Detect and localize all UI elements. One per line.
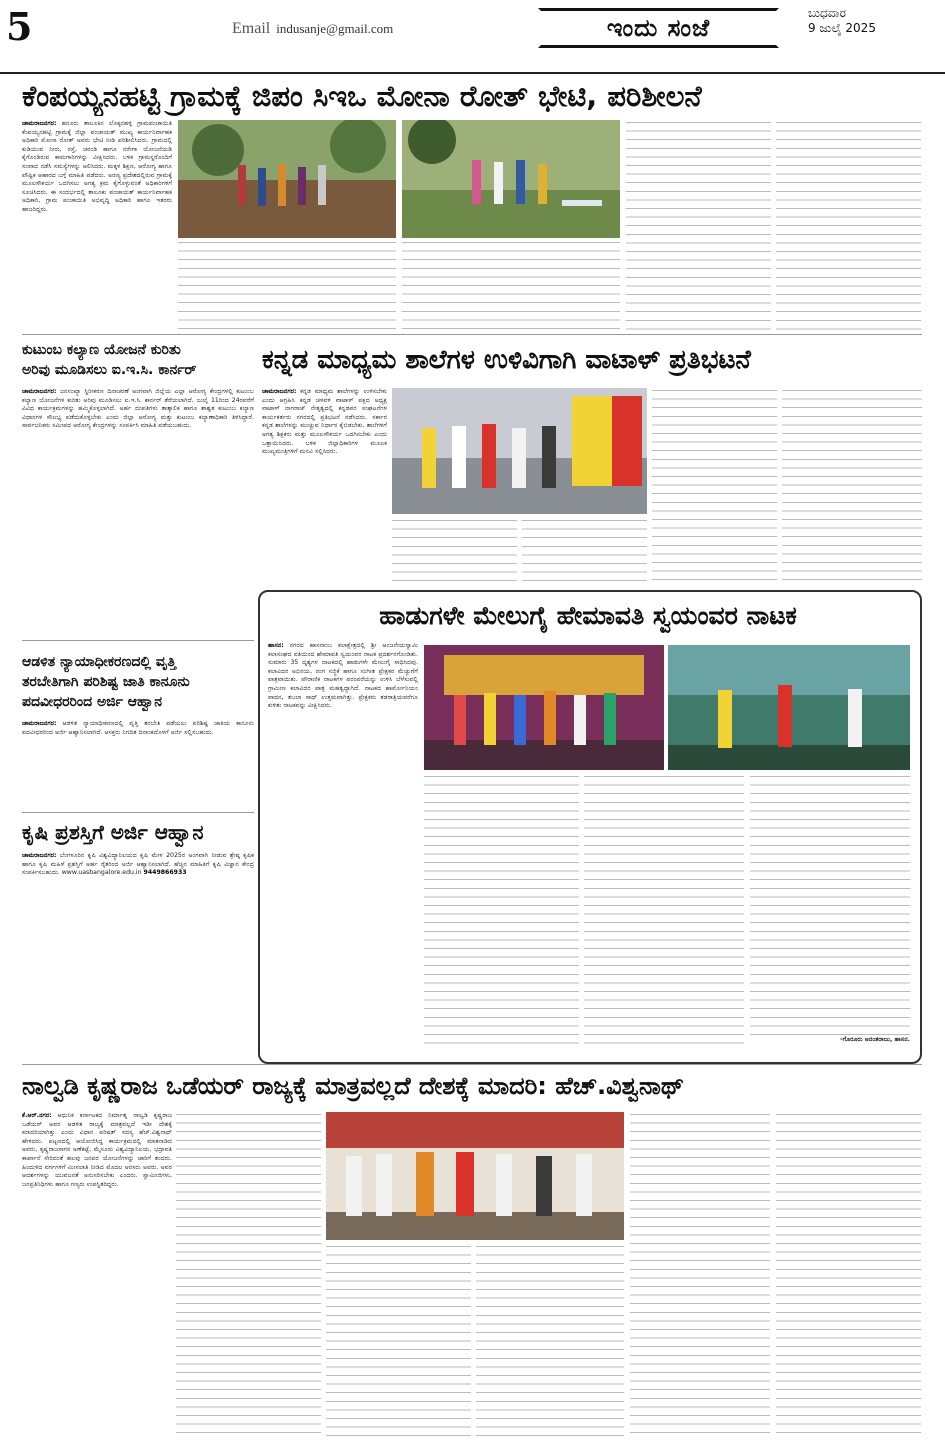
story3-column-4 — [652, 388, 777, 584]
story6-column-4-text — [750, 774, 910, 1036]
story1-column-2 — [178, 240, 396, 330]
story6-dateline: ಹಾಸನ: — [268, 642, 284, 649]
story1-headline: ಕೆಂಪಯ್ಯನಹಟ್ಟಿ ಗ್ರಾಮಕ್ಕೆ ಜಿಪಂ ಸಿಇಒ ಮೋನಾ ರೋತ್ ಭೇಟಿ, ಪರಿಶೀಲನೆ — [22, 79, 702, 113]
story4-dateline: ಚಾಮರಾಜನಗರ: — [22, 720, 57, 727]
story2-body: ಜನಸಂಖ್ಯಾ ಸ್ಥಿರೀಕರಣ ದಿನಾಚರಣೆ ಅಂಗವಾಗಿ ಜಿಲ್ಲೆಯ ಎಲ್ಲಾ ಆರೋಗ್ಯ ಕೇಂದ್ರಗಳಲ್ಲಿ ಕುಟುಂಬ ಕಲ್ಯಾಣ ಯೋಜನೆಗಳ ಕುರಿತು ಅರಿವು ಮೂಡಿಸಲು ಐ.ಇ.ಸಿ. ಕಾರ್ನರ್ ತೆರೆಯಲಾಗಿದೆ. ಜುಲೈ 11ರಿಂದ 24ರವರೆಗೆ ವಿವಿಧ ಕಾರ್ಯಕ್ರಮಗಳನ್ನು ಹಮ್ಮಿಕೊಳ್ಳಲಾಗಿದೆ. ಅರ್ಹ ದಂಪತಿಗಳು ತಾತ್ಕಾಲಿಕ ಹಾಗೂ ಶಾಶ್ವತ ಕುಟುಂಬ ಕಲ್ಯಾಣ ವಿಧಾನಗಳ ಸೌಲಭ್ಯ ಪಡೆದುಕೊಳ್ಳಬೇಕು ಎಂದು ಜಿಲ್ಲಾ ಆರೋಗ್ಯ ಮತ್ತು ಕುಟುಂಬ ಕಲ್ಯಾಣಾಧಿಕಾರಿ ತಿಳಿಸಿದ್ದಾರೆ. ಸಾರ್ವಜನಿಕರು ಸಮೀಪದ ಆರೋಗ್ಯ ಕೇಂದ್ರಗಳನ್ನು ಸಂಪರ್ಕಿಸಿ ಮಾಹಿತಿ ಪಡೆಯಬಹುದು. — [22, 388, 254, 430]
story7-column-3 — [326, 1244, 471, 1438]
story6-photo-1 — [424, 645, 664, 770]
story1-column-3 — [402, 240, 620, 330]
story7-column-4 — [476, 1244, 624, 1438]
section-divider — [22, 812, 254, 813]
story6-column-1 — [268, 642, 418, 1050]
story1-photo-2 — [402, 120, 620, 238]
story6-column-4 — [750, 774, 910, 1050]
story2-headline-line1: ಕುಟುಂಬ ಕಲ್ಯಾಣ ಯೋಜನೆ ಕುರಿತು — [22, 342, 181, 358]
story1-body: ಹನೂರು ತಾಲೂಕಿನ ಲೊಕ್ಕನಹಳ್ಳಿ ಗ್ರಾಮಪಂಚಾಯಿತಿ ಕೆಂಪಯ್ಯನಹಟ್ಟಿ ಗ್ರಾಮಕ್ಕೆ ಜಿಲ್ಲಾ ಪಂಚಾಯತ್ ಮುಖ್ಯ ಕಾರ್ಯನಿರ್ವಾಹಕ ಅಧಿಕಾರಿ ಮೋನಾ ರೋತ್ ಅವರು ಭೇಟಿ ನೀಡಿ ಪರಿಶೀಲಿಸಿದರು. ಗ್ರಾಮದಲ್ಲಿ ಕುಡಿಯುವ ನೀರು, ರಸ್ತೆ, ಚರಂಡಿ ಹಾಗೂ ನರೇಗಾ ಯೋಜನೆಯಡಿ ಕೈಗೊಂಡಿರುವ ಕಾಮಗಾರಿಗಳನ್ನು ವೀಕ್ಷಿಸಿದರು. ಬಳಿಕ ಗ್ರಾಮಸ್ಥರೊಂದಿಗೆ ಸಂವಾದ ನಡೆಸಿ ಸಮಸ್ಯೆಗಳನ್ನು ಆಲಿಸಿದರು. ಮಕ್ಕಳ ಶಿಕ್ಷಣ, ಆರೋಗ್ಯ ಹಾಗೂ ಪೌಷ್ಟಿಕ ಆಹಾರದ ಬಗ್ಗೆ ಮಾಹಿತಿ ಪಡೆದರು. ಅರಣ್ಯ ಪ್ರದೇಶದಲ್ಲಿರುವ ಗ್ರಾಮಕ್ಕೆ ಮೂಲಸೌಕರ್ಯ ಒದಗಿಸಲು ಅಗತ್ಯ ಕ್ರಮ ಕೈಗೊಳ್ಳುವಂತೆ ಅಧಿಕಾರಿಗಳಿಗೆ ಸೂಚಿಸಿದರು. ಈ ಸಂದರ್ಭದಲ್ಲಿ ತಾಲೂಕು ಪಂಚಾಯತ್ ಕಾರ್ಯನಿರ್ವಾಹಕ ಅಧಿಕಾರಿ, ಗ್ರಾಮ ಪಂಚಾಯಿತಿ ಅಭಿವೃದ್ಧಿ ಅಧಿಕಾರಿ ಹಾಗೂ ಇತರರು ಹಾಜರಿದ್ದರು. — [22, 120, 172, 213]
story4-body-column — [22, 720, 254, 810]
story6-byline: -ಗೊರೂರು ಅನಂತರಾಜು, ಹಾಸನ. — [840, 1036, 910, 1043]
story1-dateline: ಚಾಮರಾಜನಗರ: — [22, 120, 57, 127]
story2-body-column — [22, 388, 254, 636]
drama-stage-photo — [424, 645, 664, 770]
newspaper-logo — [538, 8, 779, 48]
story6-photo-2 — [668, 645, 910, 770]
email-label: Email — [232, 20, 271, 37]
story1-column-1 — [22, 120, 172, 330]
story5-dateline: ಚಾಮರಾಜನಗರ: — [22, 852, 57, 859]
story2-headline — [22, 340, 252, 380]
story3-body: ಕನ್ನಡ ಮಾಧ್ಯಮ ಶಾಲೆಗಳನ್ನು ಉಳಿಸಬೇಕು ಎಂದು ಆಗ್ರಹಿಸಿ ಕನ್ನಡ ಚಳವಳಿ ವಾಟಾಳ್ ಪಕ್ಷದ ಅಧ್ಯಕ್ಷ ವಾಟಾಳ್ ನಾಗರಾಜ್ ನೇತೃತ್ವದಲ್ಲಿ ಕನ್ನಡಪರ ಸಂಘಟನೆಗಳ ಕಾರ್ಯಕರ್ತರು ನಗರದಲ್ಲಿ ಪ್ರತಿಭಟನೆ ನಡೆಸಿದರು. ಸರ್ಕಾರ ಕನ್ನಡ ಶಾಲೆಗಳನ್ನು ಮುಚ್ಚುವ ನಿರ್ಧಾರ ಕೈಬಿಡಬೇಕು. ಶಾಲೆಗಳಿಗೆ ಅಗತ್ಯ ಶಿಕ್ಷಕರು ಮತ್ತು ಮೂಲಸೌಕರ್ಯ ಒದಗಿಸಬೇಕು ಎಂದು ಒತ್ತಾಯಿಸಿದರು. ಬಳಿಕ ಜಿಲ್ಲಾಧಿಕಾರಿಗಳ ಮೂಲಕ ಮುಖ್ಯಮಂತ್ರಿಗಳಿಗೆ ಮನವಿ ಸಲ್ಲಿಸಿದರು. — [262, 388, 387, 456]
story4-headline-line2: ತರಬೇತಿಗಾಗಿ ಪರಿಶಿಷ್ಟ ಜಾತಿ ಕಾನೂನು — [22, 674, 190, 690]
village-visit-photo — [178, 120, 396, 238]
felicitation-event-photo — [326, 1112, 624, 1240]
section-divider — [22, 640, 254, 641]
issue-day: ಬುಧವಾರ — [808, 6, 846, 20]
story5-body: ಬೆಂಗಳೂರಿನ ಕೃಷಿ ವಿಶ್ವವಿದ್ಯಾನಿಲಯದ ಕೃಷಿ ಮೇಳ 2025ರ ಅಂಗವಾಗಿ ನೀಡುವ ಶ್ರೇಷ್ಠ ಕೃಷಿಕ ಹಾಗೂ ಕೃಷಿ ಮಹಿಳೆ ಪ್ರಶಸ್ತಿಗೆ ಅರ್ಹ ರೈತರಿಂದ ಅರ್ಜಿ ಆಹ್ವಾನಿಸಲಾಗಿದೆ. ಹೆಚ್ಚಿನ ಮಾಹಿತಿಗೆ ಕೃಷಿ ವಿಜ್ಞಾನ ಕೇಂದ್ರ ಸಂಪರ್ಕಿಸಬಹುದು. — [22, 852, 254, 877]
story2-headline-line2: ಅರಿವು ಮೂಡಿಸಲು ಐ.ಇ.ಸಿ. ಕಾರ್ನರ್ — [22, 362, 197, 378]
story3-column-3 — [522, 518, 647, 584]
story3-photo — [392, 388, 647, 514]
protest-photo — [392, 388, 647, 514]
masthead-divider — [0, 72, 945, 74]
story7-headline: ನಾಲ್ವಡಿ ಕೃಷ್ಣರಾಜ ಒಡೆಯರ್ ರಾಜ್ಯಕ್ಕೆ ಮಾತ್ರವಲ್ಲದೆ ದೇಶಕ್ಕೆ ಮಾದರಿ: ಹೆಚ್.ವಿಶ್ವನಾಥ್ — [22, 1072, 685, 1100]
email-contact — [232, 20, 393, 38]
story3-headline: ಕನ್ನಡ ಮಾಧ್ಯಮ ಶಾಲೆಗಳ ಉಳಿವಿಗಾಗಿ ವಾಟಾಳ್ ಪ್ರತಿಭಟನೆ — [262, 345, 751, 375]
brand-name: ಇಂದು ಸಂಜೆ — [606, 14, 711, 42]
story5-website[interactable]: www.uasbangalore.edu.in — [61, 869, 142, 877]
story3-dateline: ಚಾಮರಾಜನಗರ: — [262, 388, 297, 395]
field-inspection-photo — [402, 120, 620, 238]
story2-dateline: ಚಾಮರಾಜನಗರ: — [22, 388, 57, 395]
story7-column-2 — [176, 1112, 321, 1438]
page-number: 5 — [6, 4, 33, 49]
issue-date — [808, 6, 876, 36]
story4-headline — [22, 652, 254, 712]
drama-scene-photo — [668, 645, 910, 770]
story6-headline: ಹಾಡುಗಳೇ ಮೇಲುಗೈ ಹೇಮಾವತಿ ಸ್ವಯಂವರ ನಾಟಕ — [379, 601, 797, 630]
story7-dateline: ಕೆ.ಆರ್.ನಗರ: — [22, 1112, 52, 1119]
story4-body: ಆಡಳಿತ ನ್ಯಾಯಾಧೀಕರಣದಲ್ಲಿ ವೃತ್ತಿ ತರಬೇತಿ ಪಡೆಯಲು ಪರಿಶಿಷ್ಟ ಜಾತಿಯ ಕಾನೂನು ಪದವೀಧರರಿಂದ ಅರ್ಜಿ ಆಹ್ವಾನಿಸಲಾಗಿದೆ. ಆಸಕ್ತರು ನಿಗದಿತ ದಿನಾಂಕದೊಳಗೆ ಅರ್ಜಿ ಸಲ್ಲಿಸಬಹುದು. — [22, 720, 254, 736]
section-divider — [22, 334, 922, 335]
story1-column-5 — [776, 120, 921, 330]
story4-headline-line3: ಪದವೀಧರರಿಂದ ಅರ್ಜಿ ಆಹ್ವಾನ — [22, 694, 162, 710]
story4-headline-line1: ಆಡಳಿತ ನ್ಯಾಯಾಧೀಕರಣದಲ್ಲಿ ವೃತ್ತಿ — [22, 654, 177, 670]
story7-photo — [326, 1112, 624, 1240]
section-divider — [22, 1064, 922, 1065]
story7-column-6 — [776, 1112, 921, 1438]
story3-column-1 — [262, 388, 387, 584]
story7-column-1 — [22, 1112, 172, 1438]
story5-body-column — [22, 852, 254, 1042]
story6-body: ನಗರದ ಹಾಸನಾಂಬ ಕಲಾಕ್ಷೇತ್ರದಲ್ಲಿ ಶ್ರೀ ಆಂಜನೇಯಸ್ವಾಮಿ ಕಲಾಸಂಘದ ವತಿಯಿಂದ ಹೇಮಾವತಿ ಸ್ವಯಂವರ ನಾಟಕ ಪ್ರದರ್ಶನಗೊಂಡಿತು. ಸುಮಾರು 35 ದೃಶ್ಯಗಳ ನಾಟಕದಲ್ಲಿ ಹಾಡುಗಳೇ ಮೇಲುಗೈ ಸಾಧಿಸಿದವು. ಕಲಾವಿದರ ಅಭಿನಯ, ರಂಗ ಸಜ್ಜಿಕೆ ಹಾಗೂ ಸಂಗೀತ ಪ್ರೇಕ್ಷಕರ ಮೆಚ್ಚುಗೆಗೆ ಪಾತ್ರವಾಯಿತು. ಪೌರಾಣಿಕ ನಾಟಕಗಳ ಪರಂಪರೆಯನ್ನು ಉಳಿಸಿ ಬೆಳೆಸುವಲ್ಲಿ ಗ್ರಾಮೀಣ ಕಲಾವಿದರ ಪಾತ್ರ ಮಹತ್ವದ್ದಾಗಿದೆ. ನಾಟಕದ ಹಾರ್ಮೋನಿಯಂ ವಾದನ, ತಬಲಾ ಸಾಥ್ ಉತ್ತಮವಾಗಿತ್ತು. ಪ್ರೇಕ್ಷಕರು ತಡರಾತ್ರಿಯವರೆಗೂ ಕುಳಿತು ನಾಟಕವನ್ನು ವೀಕ್ಷಿಸಿದರು. — [268, 642, 418, 710]
story3-column-2 — [392, 518, 517, 584]
email-address[interactable]: indusanje@gmail.com — [276, 21, 394, 36]
issue-date-text: 9 ಜುಲೈ 2025 — [808, 21, 876, 35]
story5-phone: 9449866933 — [143, 869, 187, 877]
story7-column-5 — [630, 1112, 770, 1438]
story5-headline: ಕೃಷಿ ಪ್ರಶಸ್ತಿಗೆ ಅರ್ಜಿ ಆಹ್ವಾನ — [22, 820, 204, 844]
story1-photo-1 — [178, 120, 396, 238]
story1-column-4 — [626, 120, 771, 330]
story6-column-3 — [584, 774, 744, 1050]
story3-column-5 — [782, 388, 922, 584]
story7-body: ಆಧುನಿಕ ಕರ್ನಾಟಕದ ನಿರ್ಮಾತೃ ನಾಲ್ವಡಿ ಕೃಷ್ಣರಾಜ ಒಡೆಯರ್ ಅವರ ಆಡಳಿತ ರಾಜ್ಯಕ್ಕೆ ಮಾತ್ರವಲ್ಲದೆ ಇಡೀ ದೇಶಕ್ಕೆ ಮಾದರಿಯಾಗಿತ್ತು ಎಂದು ವಿಧಾನ ಪರಿಷತ್ ಸದಸ್ಯ ಹೆಚ್.ವಿಶ್ವನಾಥ್ ಹೇಳಿದರು. ಪಟ್ಟಣದಲ್ಲಿ ಆಯೋಜಿಸಿದ್ದ ಕಾರ್ಯಕ್ರಮದಲ್ಲಿ ಮಾತನಾಡಿದ ಅವರು, ಕೃಷ್ಣರಾಜಸಾಗರ ಅಣೆಕಟ್ಟೆ, ಮೈಸೂರು ವಿಶ್ವವಿದ್ಯಾನಿಲಯ, ಭದ್ರಾವತಿ ಕಾರ್ಖಾನೆ ಸೇರಿದಂತೆ ಹಲವು ಜನಪರ ಯೋಜನೆಗಳನ್ನು ಜಾರಿಗೆ ತಂದರು. ಹಿಂದುಳಿದ ವರ್ಗಗಳಿಗೆ ಮೀಸಲಾತಿ ನೀಡಿದ ಮೊದಲ ಅರಸರು ಅವರು. ಅವರ ಆದರ್ಶಗಳನ್ನು ಯುವಜನತೆ ಅನುಸರಿಸಬೇಕು ಎಂದರು. ಸ್ವಾಮೀಜಿಗಳು, ಜನಪ್ರತಿನಿಧಿಗಳು ಹಾಗೂ ಗಣ್ಯರು ಉಪಸ್ಥಿತರಿದ್ದರು. — [22, 1112, 172, 1188]
story6-column-2 — [424, 774, 579, 1050]
